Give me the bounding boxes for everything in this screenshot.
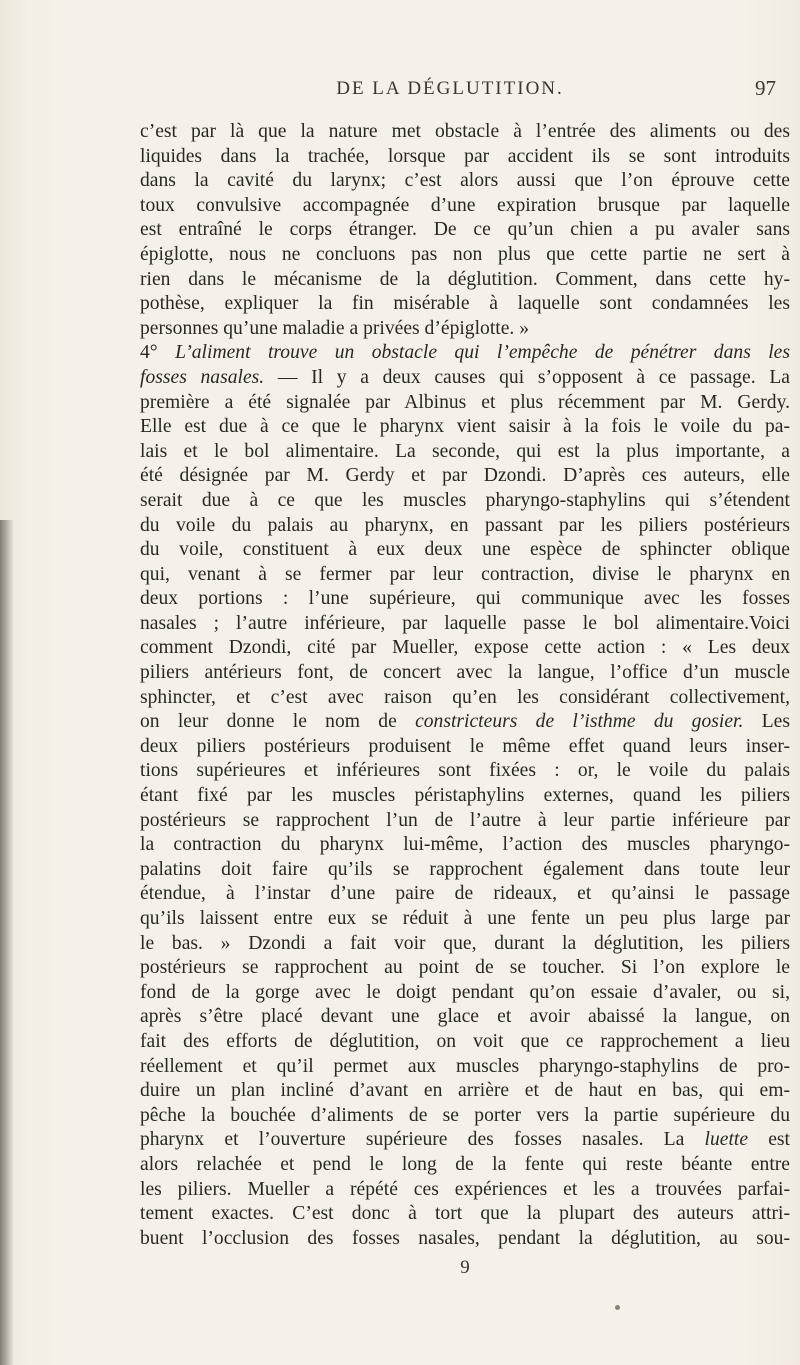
- text-line: [140, 809, 790, 834]
- text-line: [140, 538, 790, 563]
- line-text: fait des efforts de déglutition, on voit que ce rapprochement a lieu: [140, 1030, 790, 1052]
- text-line: [140, 317, 790, 342]
- running-head: [120, 78, 780, 108]
- binding-shadow: [0, 520, 14, 1365]
- line-text: réellement et qu’il permet aux muscles pharyngo-staphylins de pro-: [140, 1055, 790, 1077]
- line-text: comment Dzondi, cité par Mueller, expose cette action : « Les deux: [140, 637, 790, 659]
- text-line: [140, 1128, 790, 1153]
- italic-text: constricteurs de l’isthme du gosier.: [415, 711, 744, 733]
- line-text: les piliers. Mueller a répété ces expériences et les a trouvées parfai-: [140, 1178, 790, 1200]
- line-text: épiglotte, nous ne concluons pas non plus que cette partie ne sert à: [140, 243, 790, 265]
- text-line: [140, 1104, 790, 1129]
- text-line: [140, 218, 790, 243]
- text-line: [140, 1202, 790, 1227]
- text-line: [140, 612, 790, 637]
- text-line: [140, 932, 790, 957]
- text-line: [140, 1153, 790, 1178]
- text-line: [140, 292, 790, 317]
- text-line: [140, 735, 790, 760]
- line-text: c’est par là que la nature met obstacle à l’entrée des aliments ou des: [140, 121, 790, 142]
- text-line: [140, 366, 790, 391]
- text-line: [140, 243, 790, 268]
- text-line: [140, 956, 790, 981]
- text-line: [140, 268, 790, 293]
- line-text: première a été signalée par Albinus et plus récemment par M. Gerdy.: [140, 391, 790, 413]
- line-text: nasales ; l’autre inférieure, par laquelle passe le bol alimentaire.Voici: [140, 612, 790, 634]
- line-text: 4°: [140, 342, 176, 364]
- line-text: postérieurs se rapprochent au point de se toucher. Si l’on explore le: [140, 957, 790, 979]
- line-text: rien dans le mécanisme de la déglutition. Comment, dans cette hy-: [140, 268, 790, 290]
- line-text: la contraction du pharynx lui-même, l’action des muscles pharyngo-: [140, 834, 790, 856]
- line-text: liquides dans la trachée, lorsque par accident ils se sont introduits: [140, 145, 790, 167]
- text-line: [140, 981, 790, 1006]
- line-text: fond de la gorge avec le doigt pendant qu’on essaie d’avaler, ou si,: [140, 981, 790, 1003]
- signature-mark: 9: [460, 1257, 470, 1278]
- body-text: [140, 120, 790, 1251]
- italic-text: fosses nasales.: [140, 366, 265, 388]
- line-text: étendue, à l’instar d’une paire de rideaux, et qu’ainsi le passage: [140, 883, 790, 905]
- text-line: [140, 833, 790, 858]
- italic-text: L’aliment trouve un obstacle qui l’empêche de pénétrer dans les: [175, 342, 790, 364]
- line-text: sphincter, et c’est avec raison qu’en les considérant collectivement,: [140, 686, 790, 708]
- line-text: duire un plan incliné d’avant en arrière et de haut en bas, qui em-: [140, 1080, 790, 1102]
- line-text: qui, venant à se fermer par leur contraction, divise le pharynx en: [140, 563, 790, 585]
- italic-text: luette: [704, 1129, 749, 1151]
- text-line: [140, 1079, 790, 1104]
- text-line: [140, 907, 790, 932]
- line-text: personnes qu’une maladie a privées d’épiglotte. »: [140, 317, 530, 339]
- line-text: du voile du palais au pharynx, en passant par les piliers postérieurs: [140, 514, 790, 536]
- paper-speck: [615, 1305, 620, 1310]
- line-text: tement exactes. C’est donc à tort que la plupart des auteurs attri-: [140, 1203, 790, 1225]
- text-line: [140, 686, 790, 711]
- line-text: buent l’occlusion des fosses nasales, pendant la déglutition, au sou-: [140, 1227, 790, 1249]
- line-text: on leur donne le nom de: [140, 711, 416, 733]
- text-line: [140, 514, 790, 539]
- text-line: [140, 636, 790, 661]
- line-text: serait due à ce que les muscles pharyngo-staphylins qui s’étendent: [140, 489, 790, 511]
- line-text: étant fixé par les muscles péristaphylins externes, quand les piliers: [140, 785, 790, 807]
- text-line: [140, 1178, 790, 1203]
- text-line: [140, 169, 790, 194]
- running-title: DE LA DÉGLUTITION.: [336, 78, 564, 99]
- text-line: [140, 1005, 790, 1030]
- line-text: postérieurs se rapprochent l’un de l’autre à leur partie inférieure par: [140, 809, 790, 831]
- text-line: [140, 440, 790, 465]
- line-text: pharynx et l’ouverture supérieure des fosses nasales. La: [140, 1129, 705, 1151]
- line-text: pêche la bouchée d’aliments de se porter vers la partie supérieure du: [140, 1104, 790, 1126]
- line-text: tions supérieures et inférieures sont fixées : or, le voile du palais: [140, 760, 790, 782]
- text-line: [140, 194, 790, 219]
- page-number: 97: [755, 76, 776, 100]
- line-text: palatins doit faire qu’ils se rapprochent également dans toute leur: [140, 858, 790, 880]
- line-text: pothèse, expliquer la fin misérable à laquelle sont condamnées les: [140, 293, 790, 315]
- line-text: le bas. » Dzondi a fait voir que, durant la déglutition, les piliers: [140, 932, 790, 954]
- line-text: Les: [743, 711, 790, 733]
- line-text: deux portions : l’une supérieure, qui communique avec les fosses: [140, 588, 790, 610]
- text-line: [140, 784, 790, 809]
- text-line: [140, 341, 790, 366]
- text-line: [140, 489, 790, 514]
- line-text: est: [748, 1129, 790, 1151]
- text-line: [140, 415, 790, 440]
- line-text: dans la cavité du larynx; c’est alors aussi que l’on éprouve cette: [140, 170, 790, 192]
- text-line: [140, 563, 790, 588]
- text-line: [140, 882, 790, 907]
- text-line: [140, 1030, 790, 1055]
- line-text: lais et le bol alimentaire. La seconde, qui est la plus importante, a: [140, 440, 790, 462]
- line-text: est entraîné le corps étranger. De ce qu’un chien a pu avaler sans: [140, 219, 790, 241]
- text-line: [140, 587, 790, 612]
- line-text: toux convulsive accompagnée d’une expiration brusque par laquelle: [140, 194, 790, 216]
- text-line: [140, 464, 790, 489]
- text-line: [140, 1227, 790, 1252]
- text-line: [140, 145, 790, 170]
- line-text: deux piliers postérieurs produisent le même effet quand leurs inser-: [140, 735, 790, 757]
- text-line: [140, 858, 790, 883]
- text-line: [140, 710, 790, 735]
- text-line: [140, 661, 790, 686]
- line-text: après s’être placé devant une glace et avoir abaissé la langue, on: [140, 1006, 790, 1028]
- line-text: piliers antérieurs font, de concert avec la langue, l’office d’un muscle: [140, 662, 790, 684]
- text-line: [140, 1055, 790, 1080]
- text-line: [140, 120, 790, 145]
- line-text: qu’ils laissent entre eux se réduit à une fente un peu plus large par: [140, 908, 790, 929]
- line-text: du voile, constituent à eux deux une espèce de sphincter oblique: [140, 539, 790, 561]
- line-text: été désignée par M. Gerdy et par Dzondi. D’après ces auteurs, elle: [140, 465, 790, 487]
- line-text: alors relachée et pend le long de la fente qui reste béante entre: [140, 1153, 790, 1175]
- line-text: — Il y a deux causes qui s’opposent à ce passage. La: [264, 366, 790, 388]
- line-text: Elle est due à ce que le pharynx vient saisir à la fois le voile du pa-: [140, 416, 790, 438]
- text-line: [140, 391, 790, 416]
- text-line: [140, 759, 790, 784]
